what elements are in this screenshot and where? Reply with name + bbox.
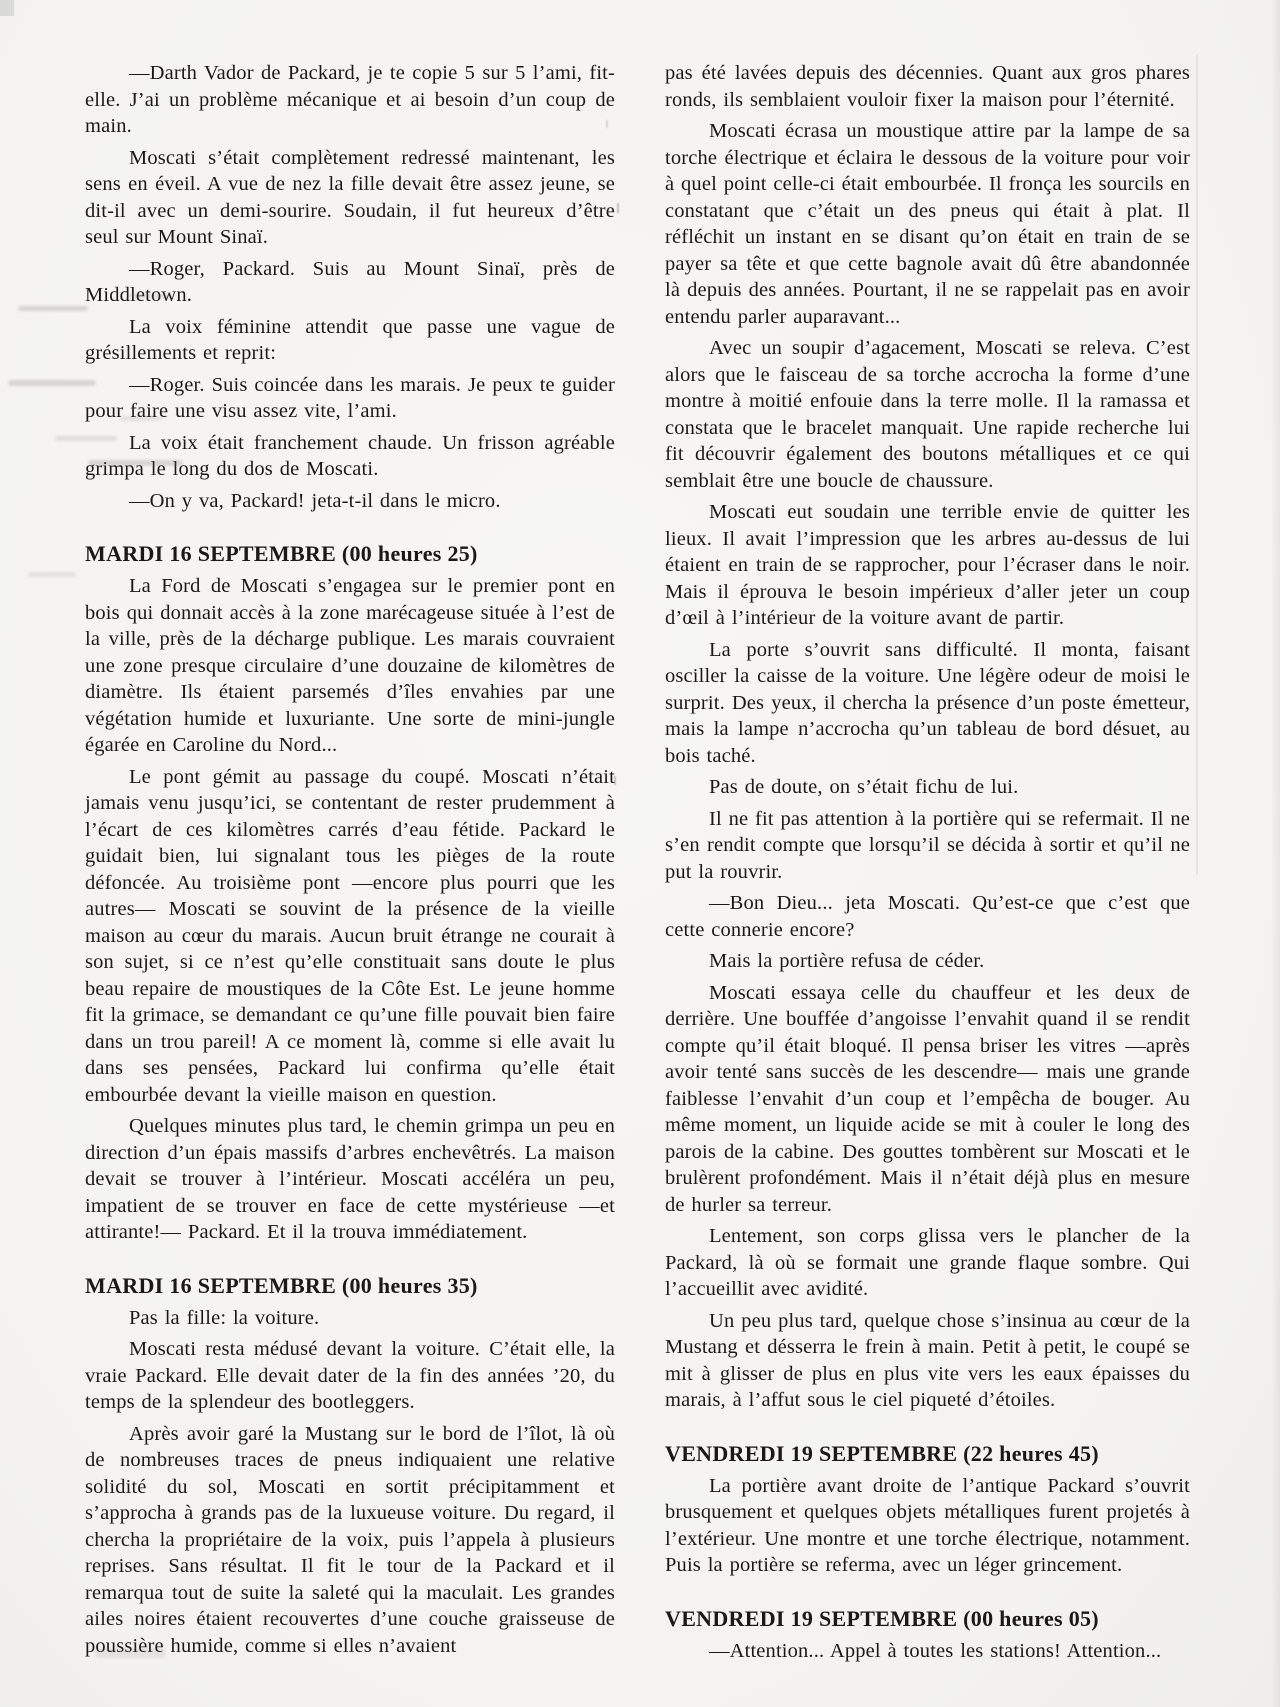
section-heading: MARDI 16 SEPTEMBRE (00 heures 25) bbox=[85, 541, 478, 566]
paragraph: Moscati s’était complètement redressé maintenant, les sens en éveil. A vue de nez la fille devait être assez jeune, se dit-il avec un demi-sourire. Soudain, il fut heureux d’être seul sur Mount Sinaï. bbox=[85, 146, 615, 248]
page-edge-shadow bbox=[1271, 0, 1280, 1707]
paragraph: —Darth Vador de Packard, je te copie 5 sur 5 l’ami, fit-elle. J’ai un problème mécanique et ai besoin d’un coup de main. bbox=[85, 62, 615, 137]
paragraph: Moscati écrasa un moustique attire par la lampe de sa torche électrique et éclaira le dessous de la voiture pour voir à quel point celle-ci était embourbée. Il fronça les sourcils en constatant que c’était un des pneus qui était à plat. Il réfléchit un instant en se disant qu’on était en train de se payer sa tête et que cette bagnole avait dû être abandonnée là depuis des années. Pourtant, il ne se rappelait pas en avoir entendu parler auparavant... bbox=[665, 120, 1190, 328]
paragraph: —Roger, Packard. Suis au Mount Sinaï, près de Middletown. bbox=[85, 257, 615, 306]
paragraph: Après avoir garé la Mustang sur le bord de l’îlot, là où de nombreuses traces de pneus indiquaient une relative solidité du sol, Moscati en sortit précipitamment et s’approcha à grands pas de la luxueuse voiture. Du regard, il chercha la propriétaire de la voix, puis l’appela à plusieurs reprises. Sans résultat. Il fit le tour de la Packard et il remarqua tout de suite la saleté qui la maculait. Les grandes ailes noires étaient recouvertes d’une couche graisseuse de poussière humide, comme si elles n’avaient bbox=[85, 1422, 615, 1657]
paragraph: Un peu plus tard, quelque chose s’insinua au cœur de la Mustang et désserra le frein à main. Petit à petit, le coupé se mit à glisser de plus en plus vite vers les eaux épaisses du marais, à l’affut sous le ciel piqueté d’étoiles. bbox=[665, 1309, 1190, 1411]
section-heading: VENDREDI 19 SEPTEMBRE (00 heures 05) bbox=[665, 1605, 1099, 1631]
scan-smudge bbox=[18, 306, 88, 311]
paragraph: Moscati essaya celle du chauffeur et les deux de derrière. Une bouffée d’angoisse l’envahit quand il se rendit compte qu’il était bloqué. Il pensa briser les vitres —après avoir tenté sans succès de les descendre— mais une grande faiblesse l’envahit d’un coup et l’empêcha de bouger. Au même moment, un liquide acide se mit à couler le long des parois de la cabine. Des gouttes tombèrent sur Moscati et le brulèrent profondément. Mais il n’était déjà plus en mesure de hurler sa terreur. bbox=[665, 981, 1190, 1216]
paragraph: Avec un soupir d’agacement, Moscati se releva. C’est alors que le faisceau de sa torche accrocha la forme d’une montre à moitié enfouie dans la terre molle. Il la ramassa et constata que le bracelet manquait. Une rapide recherche lui fit découvrir également des boutons métalliques et ce qui semblait être une boucle de chaussure. bbox=[665, 337, 1190, 492]
scan-smudge bbox=[28, 572, 76, 577]
text-columns bbox=[85, 60, 1190, 1664]
paragraph: —Roger. Suis coincée dans les marais. Je peux te guider pour faire une visu assez vite, l’ami. bbox=[85, 373, 615, 422]
paragraph: La Ford de Moscati s’engagea sur le premier pont en bois qui donnait accès à la zone marécageuse située à l’est de la ville, près de la décharge publique. Les marais couvraient une zone presque circulaire d’une douzaine de kilomètres de diamètre. Ils étaient parsemés d’îles envahies par une végétation humide et luxuriante. Une sorte de mini-jungle égarée en Caroline du Nord... bbox=[85, 575, 615, 756]
section-heading: VENDREDI 19 SEPTEMBRE (22 heures 45) bbox=[665, 1440, 1099, 1466]
scan-smudge bbox=[8, 380, 96, 386]
paragraph: La voix féminine attendit que passe une vague de grésillements et reprit: bbox=[85, 315, 615, 364]
paragraph: Pas de doute, on s’était fichu de lui. bbox=[709, 776, 1019, 798]
paragraph: Quelques minutes plus tard, le chemin grimpa un peu en direction d’un épais massifs d’arbres enchevêtrés. La maison devait se trouver à l’intérieur. Moscati accéléra un peu, impatient de se trouver en face de cette mystérieuse —et attirante!— Packard. Et il la trouva immédiatement. bbox=[85, 1115, 615, 1243]
paragraph: Moscati eut soudain une terrible envie de quitter les lieux. Il avait l’impression que les arbres au-dessus de lui étaient en train de se rapprocher, pour l’écraser dans le noir. Mais il éprouva le besoin impérieux d’aller jeter un coup d’œil à l’intérieur de la voiture avant de partir. bbox=[665, 501, 1190, 629]
paragraph: La voix était franchement chaude. Un frisson agréable grimpa le long du dos de Moscati. bbox=[85, 431, 615, 480]
paragraph: —Bon Dieu... jeta Moscati. Qu’est-ce que c’est que cette connerie encore? bbox=[665, 892, 1190, 941]
paragraph: Il ne fit pas attention à la portière qui se refermait. Il ne s’en rendit compte que lorsqu’il se décida à sortir et qu’il ne put la rouvrir. bbox=[665, 807, 1190, 883]
left-column bbox=[85, 60, 615, 1664]
section-heading: MARDI 16 SEPTEMBRE (00 heures 35) bbox=[85, 1272, 478, 1298]
paragraph: —Attention... Appel à toutes les stations! Attention... bbox=[709, 1639, 1162, 1662]
paragraph: Le pont gémit au passage du coupé. Moscati n’était jamais venu jusqu’ici, se contentant de rester prudemment à l’écart de ces kilomètres carrés d’eau fétide. Packard le guidait bien, lui signalant tous les pièges de la route défoncée. Au troisième pont —encore plus pourri que les autres— Moscati se souvint de la présence de la vieille maison au cœur du marais. Aucun bruit étrange ne courait à son sujet, si ce n’est qu’elle constituait sans doute le plus beau repaire de moustiques de la Côte Est. Le jeune homme fit la grimace, se demandant ce qu’une fille pouvait bien faire dans un trou pareil! A ce moment là, comme si elle avait lu dans ses pensées, Packard lui confirma qu’elle était embourbée devant la vieille maison en question. bbox=[85, 765, 615, 1106]
paragraph: Pas la fille: la voiture. bbox=[129, 1306, 320, 1329]
scan-corner-mark bbox=[0, 0, 14, 16]
scan-fold-line bbox=[1196, 55, 1198, 875]
paragraph: pas été lavées depuis des décennies. Quant aux gros phares ronds, ils semblaient vouloir fixer la maison pour l’éternité. bbox=[665, 62, 1190, 111]
paragraph: —On y va, Packard! jeta-t-il dans le micro. bbox=[129, 489, 501, 512]
paragraph: Moscati resta médusé devant la voiture. C’était elle, la vraie Packard. Elle devait dater de la fin des années ’20, du temps de la splendeur des bootleggers. bbox=[85, 1338, 615, 1413]
paragraph: Mais la portière refusa de céder. bbox=[709, 950, 985, 972]
paragraph: Lentement, son corps glissa vers le plancher de la Packard, là où se formait une grande flaque sombre. Qui l’accueillit avec avidité. bbox=[665, 1225, 1190, 1300]
paragraph: La porte s’ouvrit sans difficulté. Il monta, faisant osciller la caisse de la voiture. Une légère odeur de moisi le surprit. Des yeux, il chercha la présence d’un poste émetteur, mais la lampe n’accrocha qu’un tableau de bord désuet, au bois taché. bbox=[665, 638, 1190, 767]
right-column bbox=[665, 60, 1190, 1664]
paragraph: La portière avant droite de l’antique Packard s’ouvrit brusquement et quelques objets métalliques furent projetés à l’extérieur. Une montre et une torche électrique, notamment. Puis la portière se referma, avec un léger grincement. bbox=[665, 1474, 1190, 1576]
